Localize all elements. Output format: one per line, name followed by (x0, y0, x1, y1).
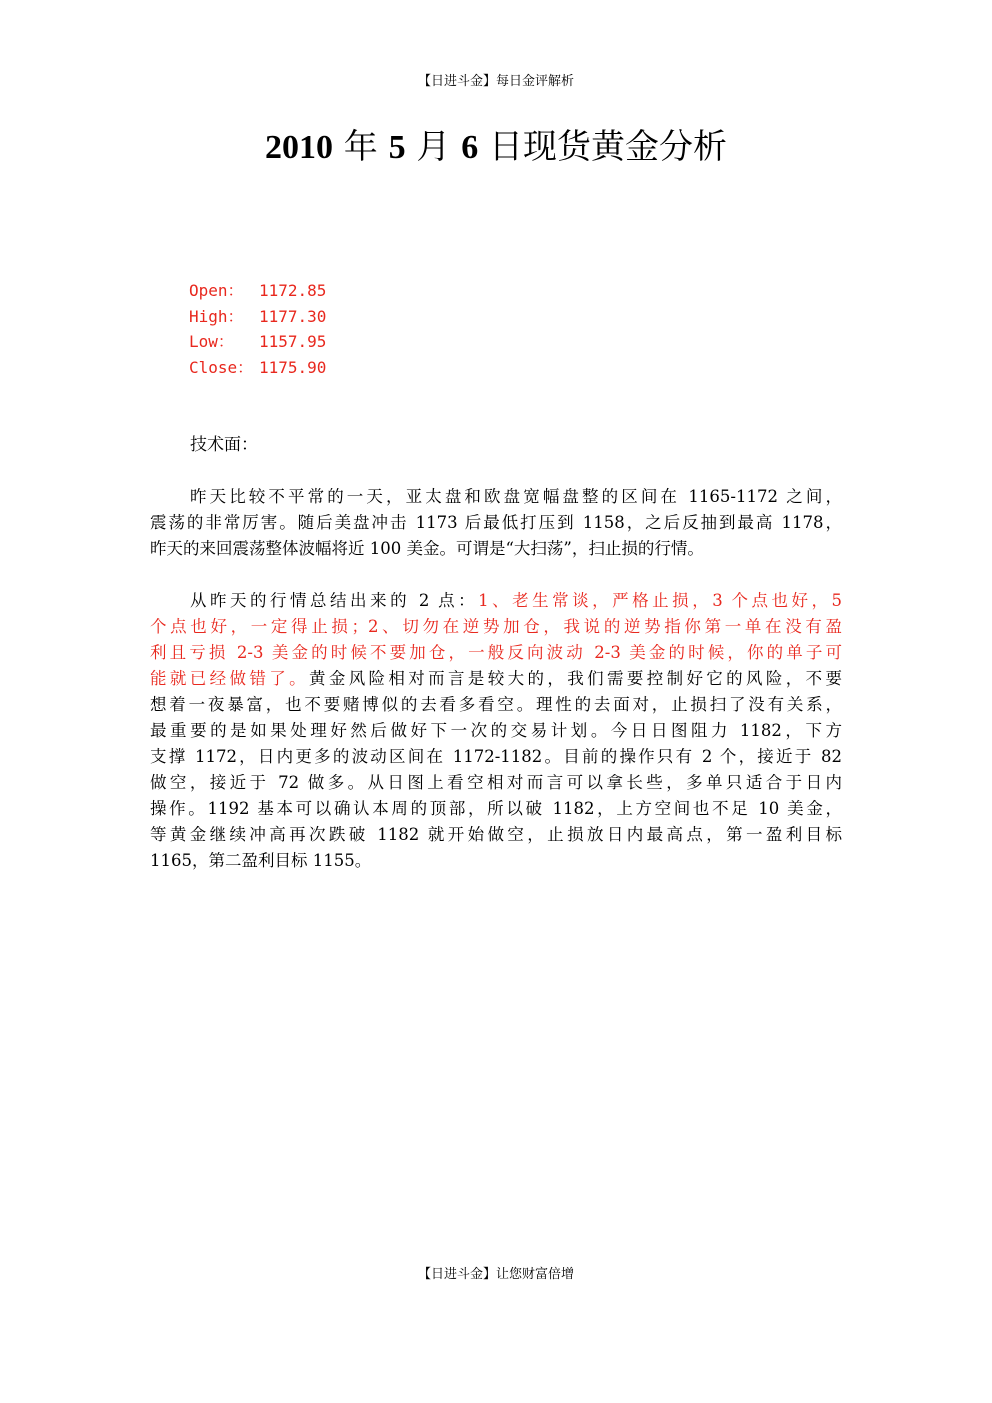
price-value: 1177.30 (259, 306, 327, 326)
paragraph-line: 操作。1192 基本可以确认本周的顶部，所以破 1182，上方空间也不足 10 美金， (150, 799, 842, 818)
paragraph-line: 做空，接近于 72 做多。从日图上看空相对而言可以拿长些，多单只适合于日内 (150, 773, 842, 792)
price-label: Close： (189, 357, 254, 377)
paragraph-line: 想着一夜暴富，也不要赌博似的去看多看空。理性的去面对，止损扫了没有关系， (150, 695, 842, 714)
price-value: 1175.90 (259, 357, 327, 377)
price-summary (189, 278, 326, 380)
price-row-low (189, 329, 326, 355)
paragraph-line: 1165，第二盈利目标 1155。 (150, 851, 372, 870)
price-value: 1157.95 (259, 332, 327, 351)
price-value: 1172.85 (259, 281, 327, 300)
paragraph-line: 震荡的非常厉害。随后美盘冲击 1173 后最低打压到 1158，之后反抽到最高 1178， (150, 513, 842, 532)
paragraph-market-review (150, 484, 842, 562)
paragraph-highlight: 个点也好，一定得止损；2、切勿在逆势加仓，我说的逆势指你第一单在没有盈 (150, 617, 842, 636)
price-row-open (189, 278, 326, 304)
paragraph-highlight: 1、老生常谈，严格止损，3 个点也好，5 (478, 591, 842, 610)
paragraph-line (150, 666, 842, 692)
paragraph-line: 最重要的是如果处理好然后做好下一次的交易计划。今日日图阻力 1182，下方 (150, 721, 842, 740)
price-row-close (189, 355, 326, 381)
paragraph-highlight: 利且亏损 2-3 美金的时候不要加仓，一般反向波动 2-3 美金的时候，你的单子可 (150, 643, 842, 662)
page-footer: 【日进斗金】让您财富倍增 (417, 1267, 574, 1282)
title-day: 6 (461, 129, 479, 166)
title-year: 2010 (264, 129, 333, 166)
price-label: Low： (189, 332, 234, 351)
title-rest: 日现货黄金分析 (478, 127, 728, 167)
price-row-high (189, 304, 326, 330)
title-nian: 年 (332, 127, 389, 167)
page-title (0, 124, 992, 171)
paragraph-line: 等黄金继续冲高再次跌破 1182 就开始做空，止损放日内最高点，第一盈利目标 (150, 825, 842, 844)
title-yue: 月 (405, 127, 462, 167)
price-label: Open： (189, 281, 244, 300)
paragraph-highlight: 能就已经做错了。 (150, 669, 309, 688)
paragraph-line: 昨天的来回震荡整体波幅将近 100 美金。可谓是“大扫荡”，扫止损的行情。 (150, 539, 704, 558)
paragraph-line: 支撑 1172，日内更多的波动区间在 1172-1182。目前的操作只有 2 个，接近于 82 (150, 747, 842, 766)
paragraph-strategy (150, 588, 842, 874)
paragraph-line: 昨天比较不平常的一天，亚太盘和欧盘宽幅盘整的区间在 1165-1172 之间， (190, 487, 842, 506)
page-header: 【日进斗金】每日金评解析 (417, 74, 574, 89)
title-month: 5 (388, 129, 406, 166)
price-label: High： (189, 306, 244, 326)
paragraph-text: 黄金风险相对而言是较大的，我们需要控制好它的风险，不要 (308, 669, 842, 688)
paragraph-line (150, 588, 842, 614)
paragraph-text: 从昨天的行情总结出来的 2 点： (190, 591, 479, 610)
section-heading-technical: 技术面： (190, 435, 258, 455)
